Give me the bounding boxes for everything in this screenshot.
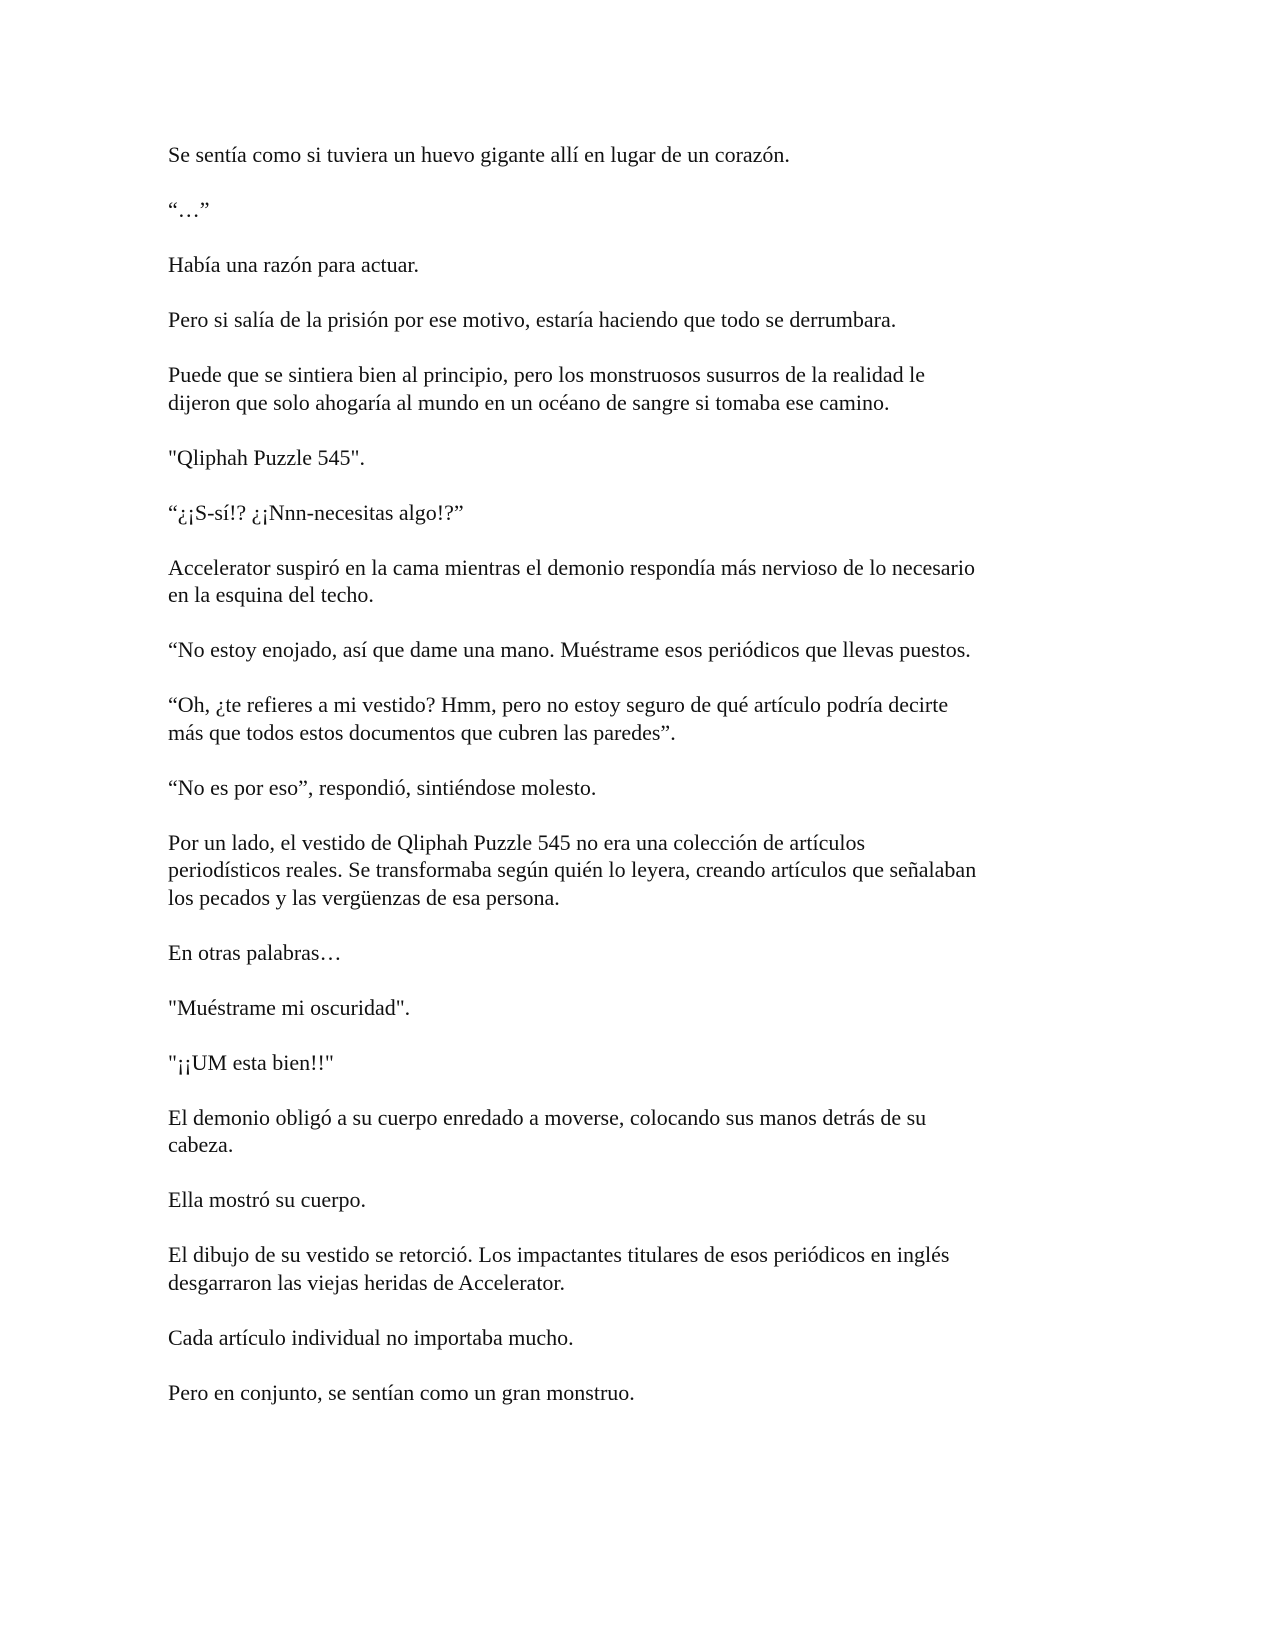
paragraph [168,829,1068,912]
paragraph [168,1104,1068,1159]
paragraph [168,1324,1068,1352]
paragraph [168,306,1068,334]
paragraph [168,1186,1068,1214]
text-line: El dibujo de su vestido se retorció. Los impactantes titulares de esos periódicos en inglés [168,1242,950,1267]
text-line: periodísticos reales. Se transformaba según quién lo leyera, creando artículos que señalaban [168,857,977,882]
text-line: los pecados y las vergüenzas de esa persona. [168,884,560,910]
text-line: "Qliphah Puzzle 545". [168,444,365,470]
paragraph [168,774,1068,802]
paragraph [168,1379,1068,1407]
text-line: Ella mostró su cuerpo. [168,1187,366,1212]
paragraph [168,994,1068,1022]
paragraph [168,691,1068,746]
text-line: desgarraron las viejas heridas de Accelerator. [168,1269,566,1295]
text-line: En otras palabras… [168,939,342,965]
text-line: Accelerator suspiró en la cama mientras el demonio respondía más nervioso de lo necesario [168,554,975,580]
text-line: Pero si salía de la prisión por ese motivo, estaría haciendo que todo se derrumbara. [168,307,897,332]
text-line: Se sentía como si tuviera un huevo gigante allí en lugar de un corazón. [168,142,790,167]
text-line: “¿¡S-sí!? ¿¡Nnn-necesitas algo!?” [168,499,464,525]
text-line: “No estoy enojado, así que dame una mano. Muéstrame esos periódicos que llevas puestos. [168,637,971,662]
paragraph [168,444,1068,472]
text-line: “No es por eso”, respondió, sintiéndose molesto. [168,774,597,800]
text-line: dijeron que solo ahogaría al mundo en un océano de sangre si tomaba ese camino. [168,389,890,415]
paragraph [168,636,1068,664]
text-line: “…” [168,197,210,222]
paragraph [168,499,1068,527]
text-line: cabeza. [168,1132,234,1157]
paragraph [168,554,1068,609]
text-line: “Oh, ¿te refieres a mi vestido? Hmm, pero no estoy seguro de qué artículo podría decirte [168,692,949,717]
paragraph [168,1049,1068,1077]
paragraph [168,141,1068,169]
paragraph [168,251,1068,279]
text-line: más que todos estos documentos que cubren las paredes”. [168,719,676,745]
text-line: Había una razón para actuar. [168,252,420,277]
text-line: Cada artículo individual no importaba mucho. [168,1324,574,1350]
text-line: Por un lado, el vestido de Qliphah Puzzle 545 no era una colección de artículos [168,829,866,855]
text-line: Puede que se sintiera bien al principio, pero los monstruosos susurros de la realidad le [168,362,925,387]
document-page [168,141,1068,1434]
paragraph [168,196,1068,224]
text-line: El demonio obligó a su cuerpo enredado a moverse, colocando sus manos detrás de su [168,1104,927,1130]
text-line: "Muéstrame mi oscuridad". [168,994,411,1020]
paragraph [168,361,1068,416]
paragraph [168,1241,1068,1296]
text-line: Pero en conjunto, se sentían como un gran monstruo. [168,1379,635,1405]
text-line: en la esquina del techo. [168,582,374,607]
paragraph [168,939,1068,967]
text-line: "¡¡UM esta bien!!" [168,1049,334,1075]
